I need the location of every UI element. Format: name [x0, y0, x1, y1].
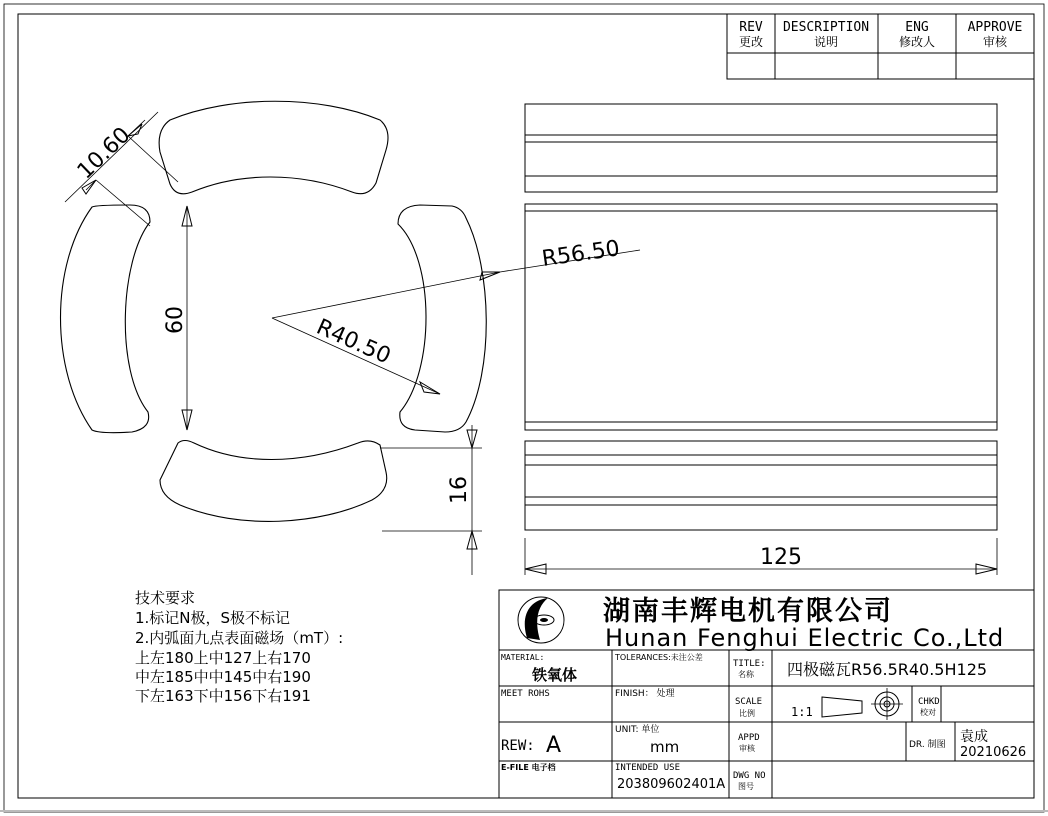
- chkd-label-en: CHKD: [918, 697, 940, 707]
- tolerances-label: TOLERANCES:未注公差: [615, 653, 703, 662]
- scale-value: 1:1: [791, 705, 813, 719]
- intended-use-label: INTENDED USE: [615, 763, 681, 773]
- magnet-right: [398, 205, 486, 432]
- company-name-zh: 湖南丰辉电机有限公司: [603, 596, 893, 627]
- drawn-by-label: DR. 制图: [909, 740, 946, 750]
- efile-label: E-FILE 电子档: [501, 763, 556, 772]
- description-header-en: DESCRIPTION: [782, 20, 870, 35]
- rev-header-zh: 更改: [738, 35, 764, 49]
- meet-rohs-label: MEET ROHS: [501, 689, 550, 699]
- rev-header-en: REV: [739, 20, 763, 35]
- magnet-bottom: [160, 441, 387, 522]
- title-value: 四极磁瓦R56.5R40.5H125: [787, 660, 988, 679]
- scale-label-en: SCALE: [735, 697, 763, 707]
- dim-r56-50: R56.50: [540, 236, 622, 272]
- front-view: [61, 101, 641, 575]
- company-logo-icon: [518, 597, 564, 643]
- drawer-date: 20210626: [960, 745, 1027, 760]
- approve-header-zh: 审核: [982, 35, 1008, 49]
- appd-label-en: APPD: [738, 733, 760, 743]
- technical-notes: [135, 589, 343, 705]
- notes-line-1: 1.标记N极，S极不标记: [135, 609, 291, 627]
- description-header-zh: 说明: [813, 35, 839, 49]
- chkd-label-zh: 校对: [920, 708, 936, 717]
- approve-header-en: APPROVE: [967, 20, 1023, 35]
- dim-16: 16: [447, 476, 472, 504]
- scale-label-zh: 比例: [739, 709, 755, 718]
- eng-header-en: ENG: [905, 20, 929, 35]
- magnet-top: [159, 101, 388, 194]
- unit-label: UNIT: 单位: [615, 725, 660, 735]
- notes-line-4: 中左185中中145中右190: [135, 668, 311, 686]
- notes-heading: 技术要求: [135, 589, 196, 607]
- projection-symbol-icon: [822, 688, 903, 720]
- dwg-no-label-en: DWG NO: [733, 771, 766, 781]
- material-label: MATERIAL:: [501, 653, 545, 662]
- dim-10-60: 10.60: [72, 122, 136, 185]
- notes-line-2: 2.内弧面九点表面磁场（mT）:: [135, 629, 344, 647]
- appd-label-zh: 审核: [739, 744, 755, 753]
- side-view: [525, 104, 997, 575]
- eng-header-zh: 修改人: [898, 35, 936, 49]
- unit-value: mm: [650, 738, 680, 756]
- dim-60: 60: [163, 306, 188, 334]
- title-label-zh: 名称: [738, 670, 754, 679]
- magnet-left: [61, 205, 151, 433]
- dwg-no-label-zh: 图号: [738, 782, 754, 791]
- rev-label: REW:: [501, 738, 535, 754]
- part-number: 203809602401A: [617, 777, 726, 792]
- material-value: 铁氧体: [532, 666, 578, 684]
- notes-line-3: 上左180上中127上右170: [135, 649, 311, 667]
- revision-table: [727, 14, 1034, 79]
- rev-value: A: [546, 733, 562, 758]
- notes-line-5: 下左163下中156下右191: [135, 687, 311, 705]
- title-block: [499, 590, 1034, 798]
- company-name-en: Hunan Fenghui Electric Co.,Ltd: [605, 624, 1005, 652]
- dim-r40-50: R40.50: [312, 314, 395, 370]
- finish-label: FINISH： 处理: [615, 689, 675, 699]
- dim-125: 125: [760, 545, 802, 570]
- drawer-name: 袁成: [960, 729, 988, 745]
- title-label-en: TITLE:: [733, 659, 766, 669]
